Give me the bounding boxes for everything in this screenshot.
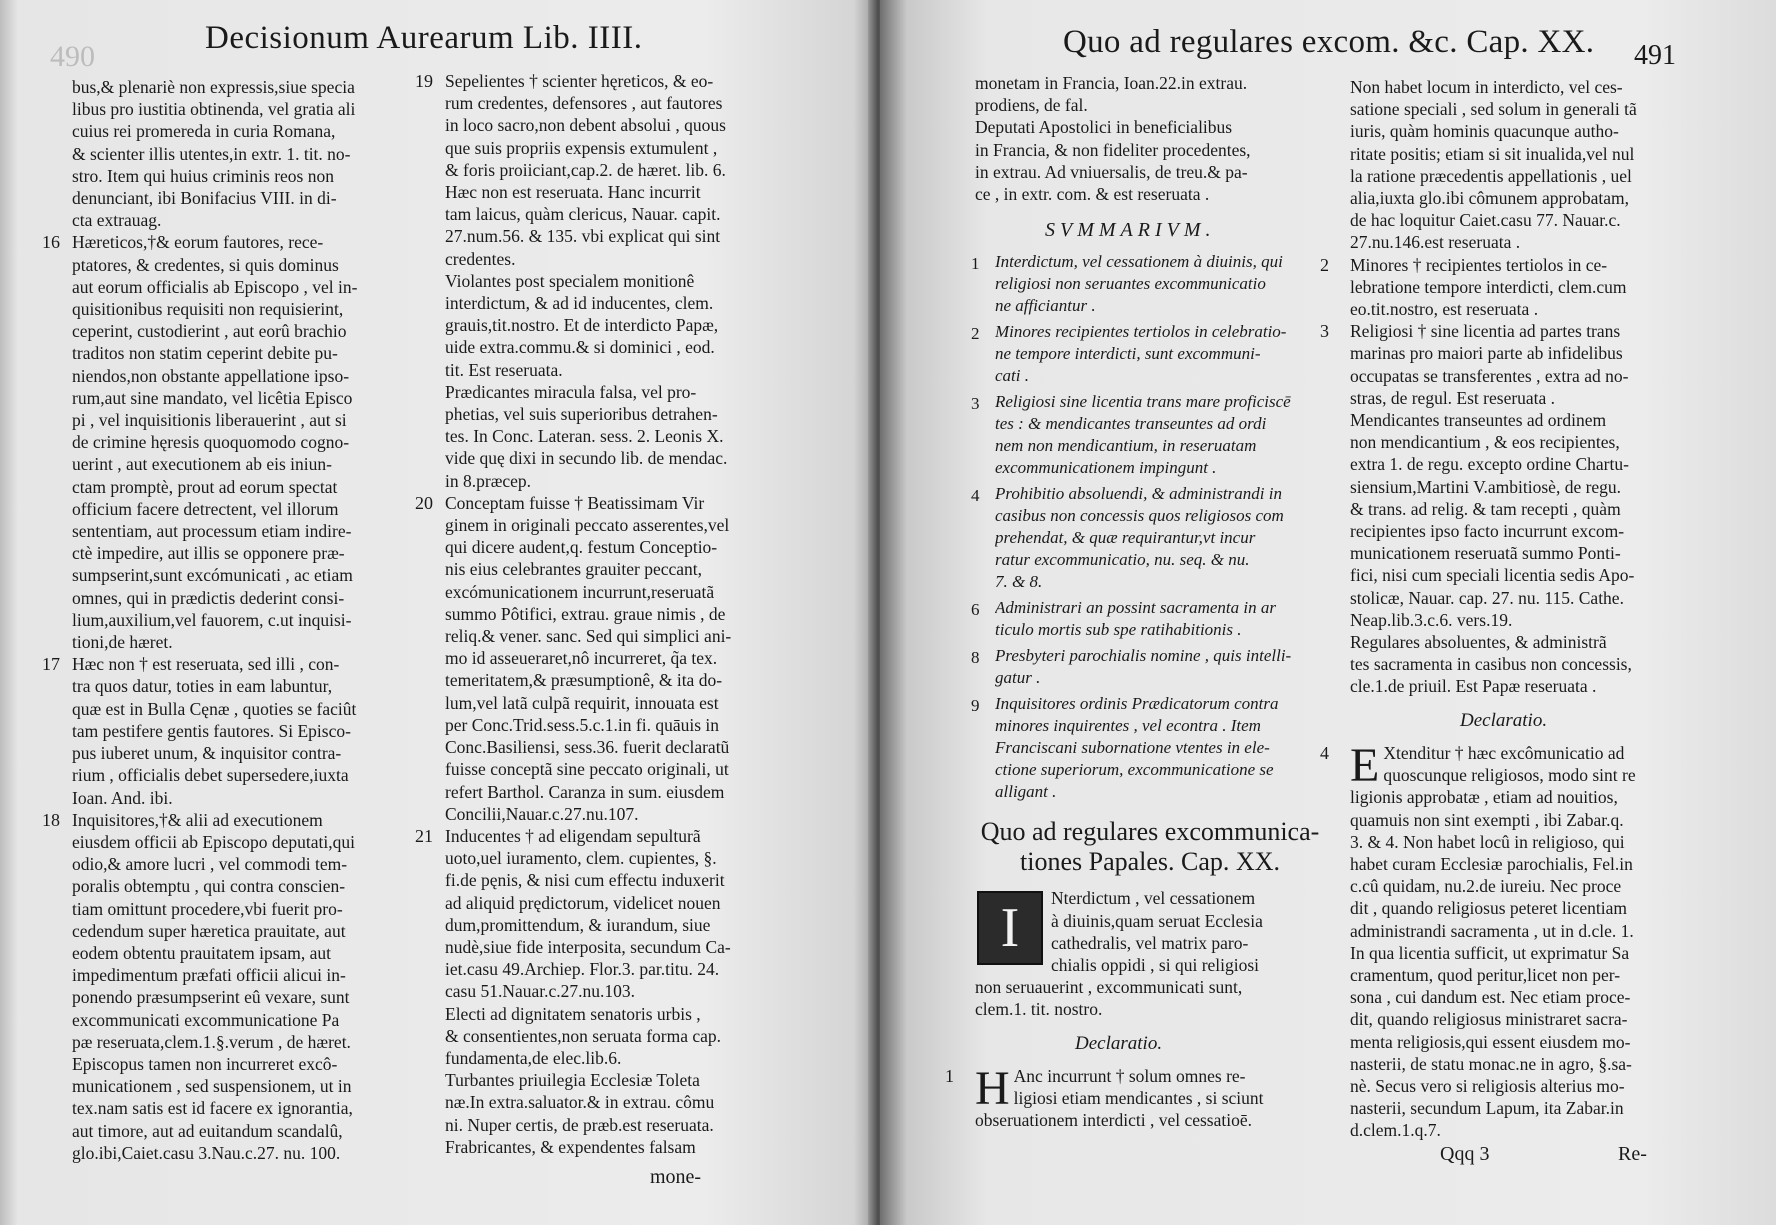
text-line: pi , vel inquisitionis liberauerint , aut si: [72, 410, 347, 431]
right-column-c: [945, 72, 1325, 1131]
paragraph: [42, 809, 420, 1164]
text-line: nudè,siue fide interposita, secundum Ca-: [445, 936, 731, 957]
chapter-title-line: tiones Papales. Cap. XX.: [1020, 847, 1280, 877]
summarium-line: minores inquirentes , vel econtra . Item: [995, 716, 1261, 736]
text-line: Conceptam fuisse † Beatissimam Vir: [445, 492, 705, 513]
text-line: ligionis approbatæ , etiam ad nouitios,: [1350, 787, 1618, 808]
text-line: 27.nu.146.est reseruata .: [1350, 232, 1521, 253]
paragraph-number: 2: [1320, 254, 1329, 275]
text-line: Hæc non est reseruata. Hanc incurrit: [445, 182, 701, 203]
text-line: administrandi sacramenta , ut in d.cle. 1.: [1350, 920, 1634, 941]
text-line: municationem , sed suspensionem, ut in: [72, 1076, 352, 1097]
text-line: occupatas se transferentes , extra ad no-: [1350, 365, 1629, 386]
text-line: sententiam, aut processum etiam indire-: [72, 521, 352, 542]
summarium-line: ticulo mortis sub spe ratihabitionis .: [995, 620, 1242, 640]
text-line: cramentum, quod peritur,licet non per-: [1350, 964, 1621, 985]
summarium-item: [971, 321, 1325, 387]
text-line: Hæreticos,†& eorum fautores, rece-: [72, 232, 324, 253]
text-line: rum credentes, defensores , aut fautores: [445, 93, 723, 114]
summarium-line: religiosi non seruantes excommunicatio: [995, 274, 1266, 294]
text-line: ritate positis; etiam si sit inualida,vel nul: [1350, 143, 1635, 164]
text-line: Ioan. And. ibi.: [72, 787, 173, 808]
text-line: in 8.præcep.: [445, 470, 532, 491]
summarium-line: Presbyteri parochialis nomine , quis intelli-: [995, 646, 1292, 666]
left-running-head: Decisionum Aurearum Lib. IIII.: [205, 20, 643, 56]
text-line: satione speciali , sed solum in generali tã: [1350, 99, 1637, 120]
paragraph: [1320, 254, 1720, 321]
text-line: Xtenditur † hæc excômunicatio ad: [1383, 742, 1625, 763]
text-line: de hac loquitur Caiet.casu 77. Nauar.c.: [1350, 210, 1621, 231]
text-line: sona , cui dandum est. Nec etiam proce-: [1350, 987, 1631, 1008]
text-line: de crimine hęresis quoquomodo cogno-: [72, 432, 350, 453]
text-line: in loco sacro,non debent absolui , quous: [445, 115, 726, 136]
text-line: siensium,Martini V.ambitiosè, de regu.: [1350, 476, 1622, 497]
text-line: excómunicationem incurrunt,reseruatã: [445, 581, 715, 602]
text-line: odio,& amore lucri , vel commodi tem-: [72, 854, 348, 875]
summarium-number: 3: [971, 394, 980, 414]
text-line: nasterii, de statu monac.ne in agro, §.sa-: [1350, 1053, 1632, 1074]
paragraph: [42, 231, 420, 653]
text-line: tex.nam satis est id facere ex ignorantia,: [72, 1098, 353, 1119]
text-line: lum,vel latã culpã requirit, innouata est: [445, 692, 719, 713]
text-line: traditos non statim ceperint debite pu-: [72, 343, 338, 364]
paragraph: [1350, 631, 1720, 698]
text-line: Electi ad dignitatem senatoris urbis ,: [445, 1003, 701, 1024]
text-line: chialis oppidi , si qui religiosi: [1051, 955, 1260, 976]
paragraph: [445, 381, 795, 492]
summarium-item: [971, 645, 1325, 689]
summarium-line: Interdictum, vel cessationem à diuinis, qui: [995, 252, 1283, 272]
text-line: & consentientes,non seruata forma cap.: [445, 1025, 722, 1046]
text-line: ad aliquid prędictorum, videlicet nouen: [445, 892, 721, 913]
right-catchword: Re-: [1618, 1143, 1647, 1165]
summarium-line: gatur .: [995, 668, 1041, 688]
summarium-line: 7. & 8.: [995, 572, 1043, 592]
paragraph: [415, 825, 795, 1003]
text-line: ponendo præsumpserint eû vexare, sunt: [72, 987, 350, 1008]
text-line: aut eorum officialis ab Episcopo , vel in-: [72, 276, 358, 297]
text-line: bus,& plenariè non expressis,siue specia: [72, 77, 355, 97]
text-line: Episcopus tamen non incurreret excô-: [72, 1053, 338, 1074]
text-line: c.cû quidam, nu.2.de iureiu. Nec proce: [1350, 876, 1622, 897]
paragraph-number: 3: [1320, 321, 1329, 342]
text-line: nis eius celebrantes grauiter peccant,: [445, 559, 703, 580]
decorated-initial: I: [977, 891, 1043, 965]
left-page-ghost-number: 490: [50, 40, 95, 73]
chapter-title-line: Quo ad regulares excommunica-: [980, 817, 1320, 847]
text-line: fundamenta,de elec.lib.6.: [445, 1047, 622, 1068]
chapter-title: [975, 817, 1325, 877]
text-line: lebratione tempore interdicti, clem.cum: [1350, 276, 1627, 297]
summarium-line: cati .: [995, 366, 1029, 386]
text-line: fuisse conceptã sine peccato originali, ut: [445, 759, 729, 780]
text-line: Conc.Basiliensi, sess.36. fuerit declaratũ: [445, 737, 730, 758]
text-line: Minores † recipientes tertiolos in ce-: [1350, 254, 1608, 275]
text-line: Nterdictum , vel cessationem: [1051, 888, 1256, 909]
text-line: ni. Nuper certis, de præb.est reseruata.: [445, 1114, 714, 1135]
text-line: per Conc.Trid.sess.5.c.1.in fi. quāuis in: [445, 714, 719, 735]
text-line: clem.1. tit. nostro.: [975, 999, 1103, 1020]
text-line: extra 1. de regu. excepto ordine Chartu-: [1350, 454, 1629, 475]
text-line: rum,aut sine mandato, vel licêtia Episco: [72, 387, 353, 408]
paragraph-number: 19: [415, 71, 433, 91]
text-line: Anc incurrunt † solum omnes re-: [1013, 1065, 1246, 1086]
text-line: Neap.lib.3.c.6. vers.19.: [1350, 609, 1513, 630]
text-line: alia,iuxta glo.ibi cômunem approbatam,: [1350, 188, 1629, 209]
left-page: [0, 0, 880, 1225]
paragraph: [42, 653, 420, 808]
summarium-item: [971, 597, 1325, 641]
text-line: quæ est in Bulla Cęnæ , quoties se faciût: [72, 698, 357, 719]
summarium-line: Minores recipientes tertiolos in celebratio-: [995, 322, 1287, 342]
text-line: d.clem.1.q.7.: [1350, 1120, 1441, 1141]
text-line: excommunicati excommunicatione Pa: [72, 1009, 340, 1030]
text-line: Sepelientes † scienter hęreticos, & eo-: [445, 71, 714, 91]
paragraph: [445, 1069, 795, 1136]
text-line: aut timore, aut ad euitandum scandalû,: [72, 1120, 343, 1141]
text-line: glo.ibi,Caiet.casu 3.Nau.c.27. nu. 100.: [72, 1142, 341, 1163]
text-line: cathedralis, vel matrix paro-: [1051, 932, 1249, 953]
text-line: ctè impedire, aut illis se opponere præ-: [72, 543, 345, 564]
text-line: uide extra.commu.& si dominici , eod.: [445, 337, 715, 358]
text-line: dit, quando religiosus ministraret sacra-: [1350, 1009, 1628, 1030]
paragraph-number: 16: [42, 232, 60, 253]
text-line: monetam in Francia, Ioan.22.in extrau.: [975, 73, 1248, 93]
text-line: In qua licentia sufficit, ut exprimatur Sa: [1350, 942, 1630, 963]
paragraph-number: 18: [42, 809, 60, 830]
summarium-line: ctione superiorum, excommunicatione se: [995, 760, 1274, 780]
text-line: non seruauerint , excommunicati sunt,: [975, 977, 1243, 998]
left-column-a: [42, 76, 420, 1164]
summarium-line: Franciscani subornatione vtentes in ele-: [995, 738, 1270, 758]
summarium-item: [971, 483, 1325, 593]
paragraph: [445, 1003, 795, 1070]
right-running-head: Quo ad regulares excom. &c. Cap. XX.: [1063, 24, 1595, 60]
text-line: vide quę dixi in secundo lib. de mendac.: [445, 448, 728, 469]
text-line: tioni,de hæret.: [72, 632, 173, 653]
summarium-list: [971, 251, 1325, 803]
summarium-item: [971, 693, 1325, 803]
text-line: Inquisitores,†& alii ad executionem: [72, 809, 323, 830]
summarium-line: ratur excommunicatio, nu. seq. & nu.: [995, 550, 1250, 570]
summarium-number: 8: [971, 648, 980, 668]
text-line: ceperint, custodierint , aut eorû brachio: [72, 321, 347, 342]
text-line: impedimentum præfati officii alicui in-: [72, 965, 346, 986]
text-line: que suis propriis expensis extumulent ,: [445, 137, 718, 158]
text-line: nè. Secus vero si religiosis alterius mo-: [1350, 1075, 1625, 1096]
text-line: nasterii, secundum Lapum, ita Zabar.in: [1350, 1098, 1624, 1119]
text-line: sumpserint,sunt excómunicati , ac etiam: [72, 565, 353, 586]
summarium-line: Religiosi sine licentia trans mare proficiscē: [995, 392, 1291, 412]
text-line: rium , officialis debet supersedere,iuxta: [72, 765, 349, 786]
summarium-number: 6: [971, 600, 980, 620]
paragraph: [445, 270, 795, 381]
text-line: cta extrauag.: [72, 210, 162, 231]
paragraph: [415, 492, 795, 825]
text-line: libus pro iustitia obtinenda, vel gratia ali: [72, 99, 356, 120]
text-line: fici, nisi cum speciali licentia sedis Apo-: [1350, 565, 1635, 586]
text-line: quamuis non sint exempti , ibi Zabar.q.: [1350, 809, 1624, 830]
summarium-line: tes : & mendicantes transeuntes ad ordi: [995, 414, 1267, 434]
declaratio-heading: Declaratio.: [1460, 709, 1548, 731]
summarium-line: Prohibitio absoluendi, & administrandi in: [995, 484, 1282, 504]
text-line: niendos,non obstante appellatione ipso-: [72, 365, 350, 386]
paragraph: [1350, 76, 1720, 254]
paragraph: [445, 1136, 795, 1158]
paragraph: [415, 70, 795, 270]
text-line: ctam promptè, prout ad eorum spectat: [72, 476, 338, 497]
text-line: ce , in extr. com. & est reseruata .: [975, 184, 1210, 205]
summarium-line: ne tempore interdicti, sunt excommuni-: [995, 344, 1261, 364]
text-line: tra quos datur, toties in eam labuntur,: [72, 676, 333, 697]
text-line: cle.1.de priuil. Est Papæ reseruata .: [1350, 676, 1597, 697]
text-line: tes. In Conc. Lateran. sess. 2. Leonis X.: [445, 426, 724, 447]
summarium-line: excommunicationem impingunt .: [995, 458, 1217, 478]
chapter-opening: [975, 887, 1325, 1020]
signature-mark: Qqq 3: [1440, 1143, 1490, 1165]
text-line: Mendicantes transeuntes ad ordinem: [1350, 410, 1607, 431]
paragraph: [1320, 320, 1720, 409]
text-line: tam pestifere gentis fautores. Si Episco-: [72, 720, 351, 741]
text-line: & trans. ad relig. & tam recepti , quàm: [1350, 498, 1621, 519]
text-line: grauis,tit.nostro. Et de interdicto Papæ,: [445, 315, 719, 336]
text-line: credentes.: [445, 248, 516, 269]
paragraph-4: [1320, 738, 1720, 1142]
text-line: ligiosi etiam mendicantes , si sciunt: [1013, 1088, 1264, 1109]
text-line: quisitionibus requisiti non requisierint,: [72, 299, 344, 320]
summarium-item: [971, 391, 1325, 479]
text-line: uerint , aut executionem ab eis iniun-: [72, 454, 332, 475]
text-line: habet curam Ecclesiæ parochialis, Fel.in: [1350, 853, 1633, 874]
text-line: næ.In extra.saluator.& in extrau. cômu: [445, 1092, 715, 1113]
paragraph-number: 17: [42, 654, 60, 675]
text-line: cuius rei promereda in curia Romana,: [72, 121, 336, 142]
text-line: eiusdem officii ab Episcopo deputati,qui: [72, 831, 356, 852]
text-line: eodem obtentu prauitatem ipsam, aut: [72, 942, 332, 963]
summarium-line: Inquisitores ordinis Prædicatorum contra: [995, 694, 1279, 714]
summarium-number: 1: [971, 254, 980, 274]
text-line: Concilii,Nauar.c.27.nu.107.: [445, 803, 639, 824]
summarium-line: casibus non concessis quos religiosos com: [995, 506, 1284, 526]
text-line: Religiosi † sine licentia ad partes trans: [1350, 321, 1621, 342]
text-line: interdictum, & ad id inducentes, clem.: [445, 293, 714, 314]
text-line: poralis obtemptu , qui contra conscien-: [72, 876, 346, 897]
text-line: lium,auxilium,vel fauorem, c.ut inquisi-: [72, 609, 352, 630]
text-line: Deputati Apostolici in beneficialibus: [975, 117, 1233, 138]
paragraph-number: 1: [945, 1065, 954, 1086]
text-line: & foris proiiciant,cap.2. de hæret. lib. 6.: [445, 159, 726, 180]
text-line: stro. Item qui huius criminis reos non: [72, 165, 334, 186]
column-c-opening-text: [975, 72, 1325, 205]
text-line: officium facere detrectent, vel illorum: [72, 498, 339, 519]
text-line: Inducentes † ad eligendam sepulturã: [445, 825, 701, 846]
paragraph-1: [945, 1061, 1325, 1132]
text-line: Non habet locum in interdicto, vel ces-: [1350, 77, 1623, 97]
text-line: recipientes ipso facto incurrunt excom-: [1350, 521, 1625, 542]
paragraph-initial: E: [1350, 738, 1380, 792]
text-line: dit , quando religiosus peteret licentiam: [1350, 898, 1628, 919]
text-line: tit. Est reseruata.: [445, 359, 563, 380]
text-line: à diuinis,quam seruat Ecclesia: [1051, 910, 1263, 931]
text-line: denunciant, ibi Bonifacius VIII. in di-: [72, 188, 337, 209]
text-line: stras, de regul. Est reseruata .: [1350, 387, 1556, 408]
text-line: Frabricantes, & expendentes falsam: [445, 1136, 696, 1157]
text-line: non mendicantium , & eos recipientes,: [1350, 432, 1620, 453]
text-line: tam laicus, quàm clericus, Nauar. capit.: [445, 204, 721, 225]
text-line: marinas pro maiori parte ab infidelibus: [1350, 343, 1623, 364]
text-line: pus iuberet unum, & inquisitor contra-: [72, 743, 342, 764]
summarium-item: [971, 251, 1325, 317]
left-column-b: [415, 70, 795, 1158]
text-line: pæ reseruata,clem.1.§.verum , de hæret.: [72, 1031, 351, 1052]
text-line: in Francia, & non fideliter procedentes,: [975, 139, 1251, 160]
text-line: cedendum super hæretica prauitate, aut: [72, 920, 346, 941]
declaratio-heading: Declaratio.: [1075, 1032, 1163, 1054]
text-line: municationem reseruatã summo Ponti-: [1350, 543, 1621, 564]
text-line: prodiens, de fal.: [975, 95, 1088, 116]
summarium-line: prehendat, & quæ requirantur,vt incur: [995, 528, 1256, 548]
text-line: tes sacramenta in casibus non concessis,: [1350, 654, 1632, 675]
text-line: Turbantes priuilegia Ecclesiæ Toleta: [445, 1070, 700, 1091]
text-line: ginem in originali peccato asserentes,vel: [445, 515, 730, 536]
text-line: summo Pôtifici, extrau. graue nimis , de: [445, 603, 726, 624]
text-line: qui dicere audent,q. festum Conceptio-: [445, 537, 718, 558]
summarium-number: 2: [971, 324, 980, 344]
text-line: dum,promittendum, & iurandum, siue: [445, 914, 711, 935]
summarium-heading: SVMMARIVM.: [1045, 219, 1216, 242]
text-line: 27.num.56. & 135. vbi explicat qui sint: [445, 226, 721, 247]
text-line: omnes, qui in prædictis dederint consi-: [72, 587, 345, 608]
right-page: [880, 0, 1776, 1225]
paragraph-1-text: [975, 1061, 1325, 1132]
summarium-line: nem non mendicantium, in reseruatam: [995, 436, 1257, 456]
text-line: iet.casu 49.Archiep. Flor.3. par.titu. 24.: [445, 959, 720, 980]
summarium-line: ne afficiantur .: [995, 296, 1096, 316]
page-number: 491: [1634, 40, 1676, 71]
text-line: casu 51.Nauar.c.27.nu.103.: [445, 981, 636, 1002]
text-line: menta religiosis,qui essent eiusdem mo-: [1350, 1031, 1631, 1052]
paragraph: [1350, 409, 1720, 631]
paragraph-4-text: [1350, 738, 1720, 1142]
text-line: 3. & 4. Non habet locû in religioso, qui: [1350, 831, 1625, 852]
text-line: eo.tit.nostro, est reseruata .: [1350, 299, 1539, 320]
paragraph-number: 21: [415, 825, 433, 846]
text-line: Regulares absoluentes, & administrã: [1350, 632, 1607, 653]
text-line: fi.de pęnis, & nisi cum effectu induxerit: [445, 870, 725, 891]
text-line: refert Barthol. Caranza in sum. eiusdem: [445, 781, 725, 802]
summarium-number: 9: [971, 696, 980, 716]
text-line: Hæc non † est reseruata, sed illi , con-: [72, 654, 340, 675]
text-line: in extrau. Ad vniuersalis, de treu.& pa-: [975, 161, 1248, 182]
right-column-d: [1320, 76, 1720, 1142]
text-line: temeritatem,& præsumptionê, & ita do-: [445, 670, 723, 691]
text-line: quoscunque religiosos, modo sint re: [1383, 765, 1636, 786]
paragraph: [72, 76, 420, 231]
summarium-line: Administrari an possint sacramenta in ar: [995, 598, 1276, 618]
paragraph-number: 4: [1320, 742, 1329, 763]
summarium-number: 4: [971, 486, 980, 506]
text-line: la ratione præcedentis appellationis , uel: [1350, 165, 1632, 186]
text-line: Prædicantes miracula falsa, vel pro-: [445, 381, 697, 402]
text-line: phetias, vel suis superioribus detrahen-: [445, 404, 718, 425]
text-line: ptatores, & credentes, si quis dominus: [72, 254, 339, 275]
text-line: obseruationem interdicti , vel cessatioē.: [975, 1110, 1252, 1131]
left-catchword: mone-: [650, 1166, 702, 1188]
text-line: uoto,uel iuramento, clem. cupientes, §.: [445, 848, 717, 869]
text-line: iuris, quàm hominis quacunque autho-: [1350, 121, 1619, 142]
paragraph-initial: H: [975, 1061, 1010, 1115]
text-line: Violantes post specialem monitionê: [445, 270, 695, 291]
text-line: stolicæ, Nauar. cap. 27. nu. 115. Cathe.: [1350, 587, 1624, 608]
summarium-line: alligant .: [995, 782, 1057, 802]
text-line: & scienter illis utentes,in extr. 1. tit. no-: [72, 143, 351, 164]
text-line: mo id asseueraret,nô incurreret, q̃a tex.: [445, 648, 718, 669]
text-line: reliq.& vener. sanc. Sed qui simplici ani-: [445, 626, 732, 647]
paragraph-number: 20: [415, 492, 433, 513]
text-line: tiam omittunt procedere,vbi fuerit pro-: [72, 898, 343, 919]
